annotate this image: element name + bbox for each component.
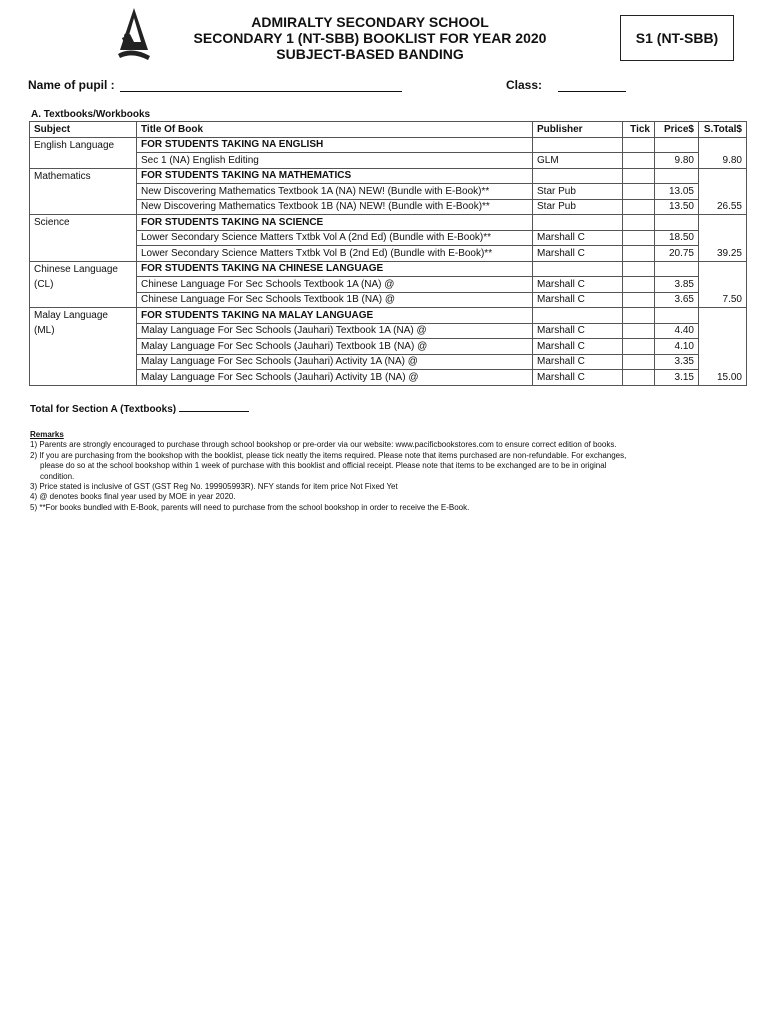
publisher-cell: GLM [533,153,623,169]
title-cell: FOR STUDENTS TAKING NA CHINESE LANGUAGE [137,261,533,277]
publisher-cell [533,215,623,231]
name-field[interactable] [120,91,402,92]
publisher-cell: Marshall C [533,230,623,246]
subject-cell: Science [30,215,137,231]
title-cell: Lower Secondary Science Matters Txtbk Vol B (2nd Ed) (Bundle with E-Book)** [137,246,533,262]
title-cell: Malay Language For Sec Schools (Jauhari) Activity 1B (NA) @ [137,370,533,386]
price-cell: 13.05 [655,184,699,200]
table-row [30,168,747,184]
class-label: Class: [506,78,543,92]
subject-cell: (CL) [30,277,137,293]
table-body [30,137,747,385]
table-row [30,184,747,200]
banding-title: SUBJECT-BASED BANDING [276,46,464,62]
tick-box[interactable] [623,199,655,215]
table-row [30,215,747,231]
title-cell: FOR STUDENTS TAKING NA MATHEMATICS [137,168,533,184]
tick-box[interactable] [623,323,655,339]
table-row [30,277,747,293]
price-cell: 18.50 [655,230,699,246]
subtotal-cell [699,308,747,324]
publisher-cell: Marshall C [533,339,623,355]
title-cell: Chinese Language For Sec Schools Textbook 1B (NA) @ [137,292,533,308]
publisher-cell: Marshall C [533,354,623,370]
subtotal-cell [699,277,747,293]
level-badge: S1 (NT-SBB) [620,15,734,61]
col-subtotal: S.Total$ [699,122,747,138]
tick-box[interactable] [623,230,655,246]
tick-box[interactable] [623,246,655,262]
tick-box[interactable] [623,370,655,386]
price-cell: 3.65 [655,292,699,308]
subject-cell: Chinese Language [30,261,137,277]
col-publisher: Publisher [533,122,623,138]
price-cell: 9.80 [655,153,699,169]
table-row [30,261,747,277]
subtotal-cell [699,230,747,246]
col-tick: Tick [623,122,655,138]
remarks-section [30,430,730,513]
remark-item: 5) **For books bundled with E-Book, parents will need to purchase from the school bookshop in order to receive the E-Book. [30,502,470,512]
textbook-table [29,121,747,386]
publisher-cell [533,137,623,153]
publisher-cell: Marshall C [533,277,623,293]
publisher-cell [533,261,623,277]
publisher-cell [533,308,623,324]
subject-cell [30,199,137,215]
subject-cell [30,339,137,355]
title-cell: Sec 1 (NA) English Editing [137,153,533,169]
price-cell: 3.35 [655,354,699,370]
remark-item: 4) @ denotes books final year used by MOE in year 2020. [30,492,236,502]
title-cell: FOR STUDENTS TAKING NA MALAY LANGUAGE [137,308,533,324]
publisher-cell: Star Pub [533,199,623,215]
subject-cell [30,354,137,370]
tick-box[interactable] [623,308,655,324]
subject-cell [30,230,137,246]
price-cell [655,308,699,324]
subtotal-cell: 26.55 [699,199,747,215]
subject-cell [30,292,137,308]
table-row [30,323,747,339]
publisher-cell: Star Pub [533,184,623,200]
subject-cell [30,370,137,386]
price-cell: 4.40 [655,323,699,339]
subtotal-cell [699,323,747,339]
tick-box[interactable] [623,354,655,370]
tick-box[interactable] [623,277,655,293]
title-cell: Malay Language For Sec Schools (Jauhari) Textbook 1A (NA) @ [137,323,533,339]
subtotal-cell [699,354,747,370]
table-row [30,246,747,262]
tick-box[interactable] [623,339,655,355]
price-cell: 4.10 [655,339,699,355]
total-field[interactable] [179,411,249,412]
col-title: Title Of Book [137,122,533,138]
publisher-cell: Marshall C [533,292,623,308]
remark-item: 3) Price stated is inclusive of GST (GST Reg No. 199905993R). NFY stands for item price Not Fixed Yet [30,482,398,492]
remark-item: 1) Parents are strongly encouraged to purchase through school bookshop or pre-order via our website: www.pacificbookstores.com to ensure correct edition of books. [30,440,617,450]
title-cell: FOR STUDENTS TAKING NA SCIENCE [137,215,533,231]
subject-cell: (ML) [30,323,137,339]
table-header-row [30,122,747,138]
table-row [30,153,747,169]
price-cell: 3.15 [655,370,699,386]
class-field[interactable] [558,91,626,92]
subtotal-cell [699,168,747,184]
section-a-total [30,404,249,415]
table-row [30,354,747,370]
title-cell: Malay Language For Sec Schools (Jauhari) Activity 1A (NA) @ [137,354,533,370]
title-cell: New Discovering Mathematics Textbook 1B (NA) NEW! (Bundle with E-Book)** [137,199,533,215]
subtotal-cell [699,215,747,231]
title-cell: Chinese Language For Sec Schools Textbook 1A (NA) @ [137,277,533,293]
price-cell: 20.75 [655,246,699,262]
price-cell [655,215,699,231]
booklist-title: SECONDARY 1 (NT-SBB) BOOKLIST FOR YEAR 2020 [193,30,547,46]
subtotal-cell [699,261,747,277]
subtotal-cell [699,137,747,153]
price-cell: 13.50 [655,199,699,215]
title-cell: Malay Language For Sec Schools (Jauhari) Textbook 1B (NA) @ [137,339,533,355]
table-row [30,137,747,153]
publisher-cell: Marshall C [533,323,623,339]
subject-cell [30,246,137,262]
tick-box[interactable] [623,168,655,184]
section-a-title: A. Textbooks/Workbooks [31,109,151,120]
table-row [30,292,747,308]
subtotal-cell: 9.80 [699,153,747,169]
remarks-heading: Remarks [30,430,64,439]
table-row [30,230,747,246]
publisher-cell: Marshall C [533,370,623,386]
price-cell [655,168,699,184]
publisher-cell: Marshall C [533,246,623,262]
school-name: ADMIRALTY SECONDARY SCHOOL [251,14,489,30]
subject-cell: English Language [30,137,137,153]
remark-item: condition. [40,471,75,481]
remark-item: 2) If you are purchasing from the bookshop with the booklist, please tick neatly the items required. Please note that items purchased are non-refundable. For exchanges, [30,450,627,460]
table-row [30,339,747,355]
subtotal-cell: 39.25 [699,246,747,262]
tick-box[interactable] [623,184,655,200]
table-row [30,370,747,386]
total-label: Total for Section A (Textbooks) [30,404,177,415]
tick-box[interactable] [623,261,655,277]
title-cell: New Discovering Mathematics Textbook 1A (NA) NEW! (Bundle with E-Book)** [137,184,533,200]
price-cell: 3.85 [655,277,699,293]
subtotal-cell [699,184,747,200]
col-subject: Subject [30,122,137,138]
publisher-cell [533,168,623,184]
subject-cell: Malay Language [30,308,137,324]
subtotal-cell [699,339,747,355]
remark-item: please do so at the school bookshop within 1 week of purchase with this booklist and official receipt. Please note that items to be exchanged are to be in original [40,461,607,471]
tick-box[interactable] [623,137,655,153]
tick-box[interactable] [623,215,655,231]
subtotal-cell: 15.00 [699,370,747,386]
table-row [30,308,747,324]
tick-box[interactable] [623,153,655,169]
subject-cell: Mathematics [30,168,137,184]
price-cell [655,137,699,153]
document-title [150,14,590,62]
name-label: Name of pupil : [28,78,115,92]
subtotal-cell: 7.50 [699,292,747,308]
subject-cell [30,184,137,200]
title-cell: FOR STUDENTS TAKING NA ENGLISH [137,137,533,153]
title-cell: Lower Secondary Science Matters Txtbk Vol A (2nd Ed) (Bundle with E-Book)** [137,230,533,246]
table-row [30,199,747,215]
col-price: Price$ [655,122,699,138]
price-cell [655,261,699,277]
subject-cell [30,153,137,169]
tick-box[interactable] [623,292,655,308]
